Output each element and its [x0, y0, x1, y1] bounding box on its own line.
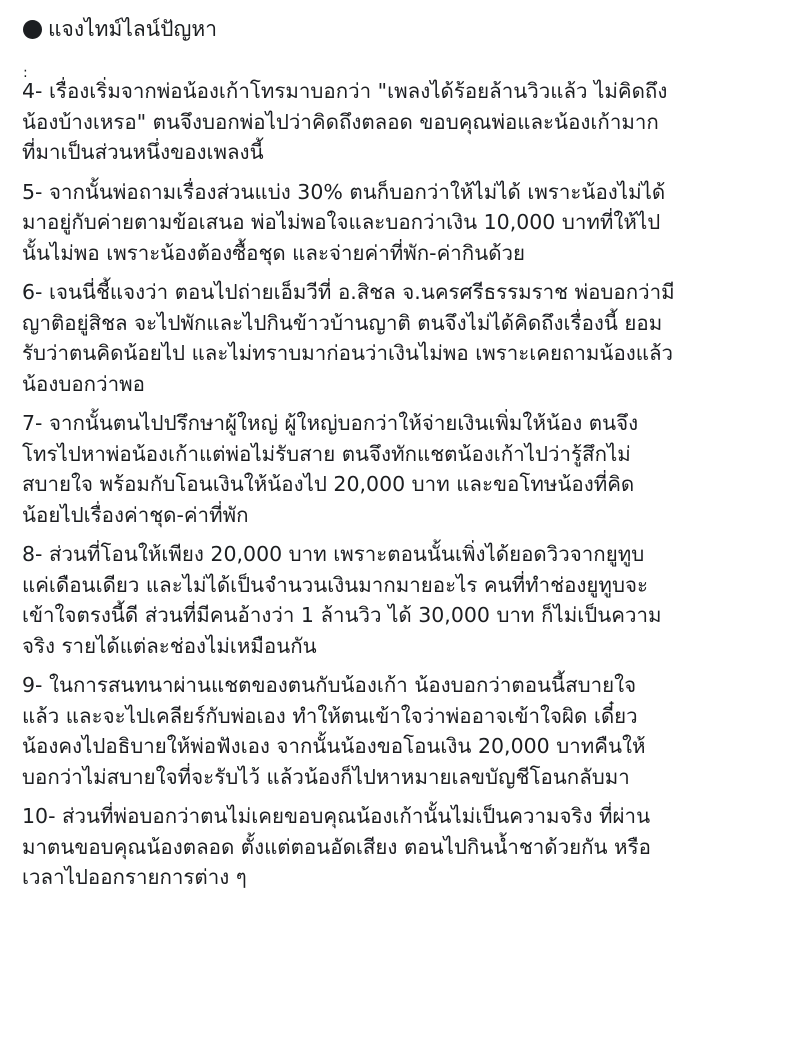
post-paragraph [22, 76, 786, 168]
paragraph-line: น้อยไปเรื่องค่าชุด-ค่าที่พัก [22, 502, 249, 527]
paragraph-line: 8- ส่วนที่โอนให้เพียง 20,000 บาท เพราะตอนนั้นเพิ่งได้ยอดวิวจากยูทูบ [22, 542, 645, 566]
post-header [22, 12, 786, 46]
paragraph-line: นั้นไม่พอ เพราะน้องต้องซื้อชุด และจ่ายค่าที่พัก-ค่ากินด้วย [22, 240, 526, 265]
post-paragraph [22, 539, 786, 661]
paragraph-line: แค่เดือนเดียว และไม่ได้เป็นจำนวนเงินมากมายอะไร คนที่ทำช่องยูทูบจะ [22, 572, 648, 597]
paragraph-line: มาตนขอบคุณน้องตลอด ตั้งแต่ตอนอัดเสียง ตอนไปกินน้ำชาด้วยกัน หรือ [22, 834, 651, 859]
paragraph-line: 6- เจนนี่ชี้แจงว่า ตอนไปถ่ายเอ็มวีที่ อ.สิชล จ.นครศรีธรรมราช พ่อบอกว่ามี [22, 280, 675, 304]
paragraph-line: แล้ว และจะไปเคลียร์กับพ่อเอง ทำให้ตนเข้าใจว่าพ่ออาจเข้าใจผิด เดี๋ยว [22, 703, 638, 728]
paragraph-line: น้องบอกว่าพอ [22, 371, 145, 396]
post-paragraph [22, 801, 786, 893]
paragraph-line: จริง รายได้แต่ละช่องไม่เหมือนกัน [22, 633, 317, 658]
paragraph-line: น้องบ้างเหรอ" ตนจึงบอกพ่อไปว่าคิดถึงตลอด ขอบคุณพ่อและน้องเก้ามาก [22, 109, 659, 134]
paragraph-line: 10- ส่วนที่พ่อบอกว่าตนไม่เคยขอบคุณน้องเก้านั้นไม่เป็นความจริง ที่ผ่าน [22, 804, 651, 828]
paragraph-line: น้องคงไปอธิบายให้พ่อฟังเอง จากนั้นน้องขอโอนเงิน 20,000 บาทคืนให้ [22, 734, 646, 758]
post-paragraph [22, 408, 786, 530]
paragraph-line: เวลาไปออกรายการต่าง ๆ [22, 865, 247, 889]
post-paragraph [22, 277, 786, 399]
paragraph-line: 7- จากนั้นตนไปปรึกษาผู้ใหญ่ ผู้ใหญ่บอกว่าให้จ่ายเงินเพิ่มให้น้อง ตนจึง [22, 411, 639, 435]
paragraph-line: บอกว่าไม่สบายใจที่จะรับไว้ แล้วน้องก็ไปหาหมายเลขบัญชีโอนกลับมา [22, 764, 630, 789]
paragraph-line: มาอยู่กับค่ายตามข้อเสนอ พ่อไม่พอใจและบอกว่าเงิน 10,000 บาทที่ให้ไป [22, 210, 661, 234]
black-circle-icon [23, 20, 42, 39]
paragraph-line: รับว่าตนคิดน้อยไป และไม่ทราบมาก่อนว่าเงินไม่พอ เพราะเคยถามน้องแล้ว [22, 341, 674, 365]
post-paragraph [22, 177, 786, 269]
paragraph-line: 9- ในการสนทนาผ่านแชตของตนกับน้องเก้า น้องบอกว่าตอนนี้สบายใจ [22, 673, 637, 697]
separator-colon: : [23, 65, 28, 81]
paragraph-line: โทรไปหาพ่อน้องเก้าแต่พ่อไม่รับสาย ตนจึงทักแชตน้องเก้าไปว่ารู้สึกไม่ [22, 441, 631, 466]
post-header-text: แจงไทม์ไลน์ปัญหา [48, 17, 217, 41]
paragraph-line: ที่มาเป็นส่วนหนึ่งของเพลงนี้ [22, 140, 264, 164]
post-body [22, 12, 786, 902]
paragraph-line: สบายใจ พร้อมกับโอนเงินให้น้องไป 20,000 บาท และขอโทษน้องที่คิด [22, 472, 635, 496]
post-paragraphs [22, 76, 786, 893]
paragraph-line: 5- จากนั้นพ่อถามเรื่องส่วนแบ่ง 30% ตนก็บอกว่าให้ไม่ได้ เพราะน้องไม่ได้ [22, 179, 666, 204]
paragraph-line: เข้าใจตรงนี้ดี ส่วนที่มีคนอ้างว่า 1 ล้านวิว ได้ 30,000 บาท ก็ไม่เป็นความ [22, 603, 662, 627]
post-paragraph [22, 670, 786, 792]
paragraph-line: 4- เรื่องเริ่มจากพ่อน้องเก้าโทรมาบอกว่า "เพลงได้ร้อยล้านวิวแล้ว ไม่คิดถึง [22, 79, 668, 103]
paragraph-line: ญาติอยู่สิชล จะไปพักและไปกินข้าวบ้านญาติ ตนจึงไม่ได้คิดถึงเรื่องนี้ ยอม [22, 310, 663, 335]
